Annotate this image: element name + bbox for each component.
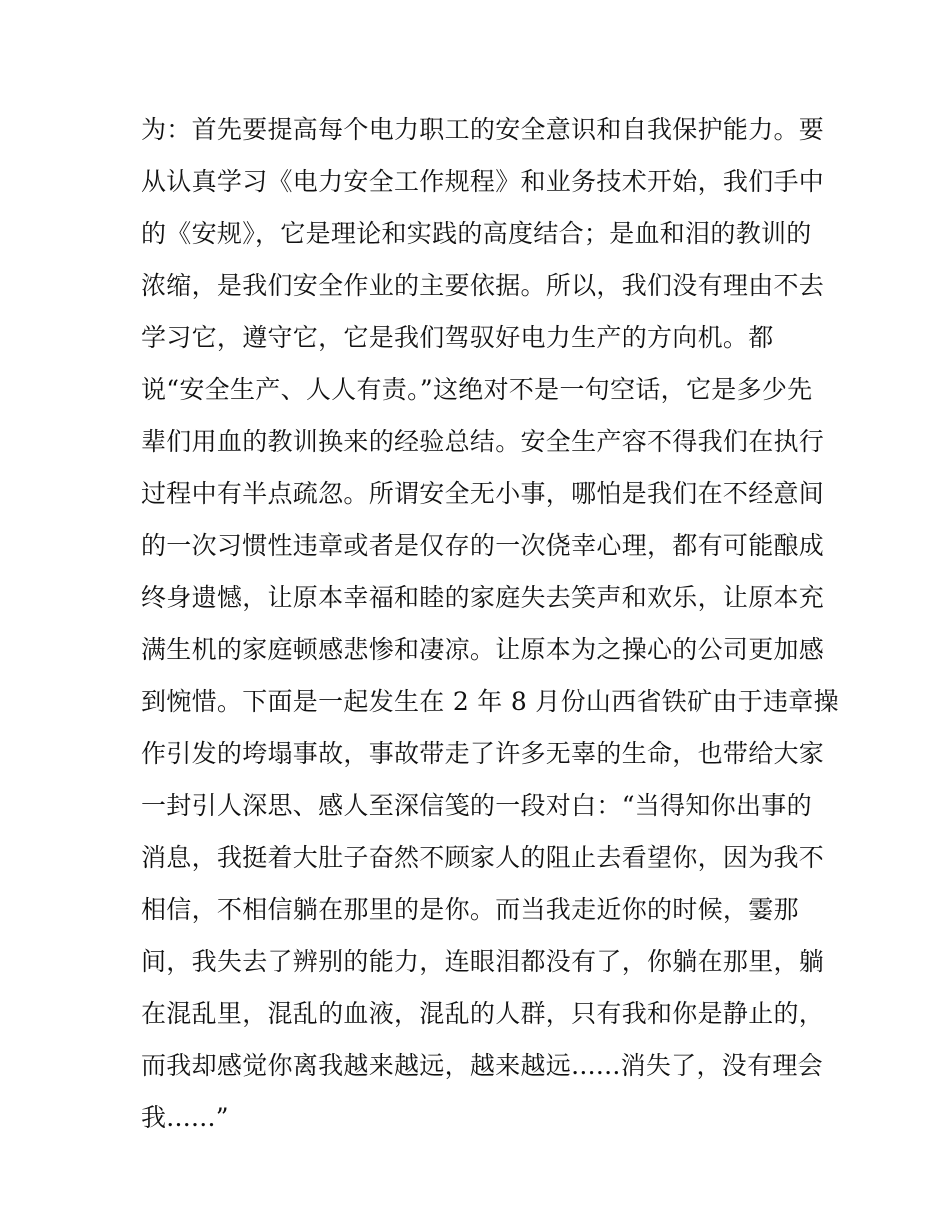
text-line-16: 相信，不相信躺在那里的是你。而当我走近你的时候，霎那 bbox=[141, 895, 799, 924]
text-line-8: 过程中有半点疏忽。所谓安全无小事，哪怕是我们在不经意间 bbox=[141, 479, 825, 508]
text-line-6: 说“安全生产、人人有责。”这绝对不是一句空话，它是多少先 bbox=[141, 375, 813, 404]
text-line-11: 满生机的家庭顿感悲惨和凄凉。让原本为之操心的公司更加感 bbox=[141, 635, 825, 664]
text-line-17: 间，我失去了辨别的能力，连眼泪都没有了，你躺在那里，躺 bbox=[141, 947, 825, 976]
text-line-13: 作引发的垮塌事故，事故带走了许多无辜的生命，也带给大家 bbox=[141, 739, 825, 768]
text-line-4: 浓缩，是我们安全作业的主要依据。所以，我们没有理由不去 bbox=[141, 271, 825, 300]
text-line-14: 一封引人深思、感人至深信笺的一段对白：“当得知你出事的 bbox=[141, 791, 812, 820]
text-line-10: 终身遗憾，让原本幸福和睦的家庭失去笑声和欢乐，让原本充 bbox=[141, 583, 825, 612]
text-line-20: 我......” bbox=[141, 1103, 229, 1132]
text-line-18: 在混乱里，混乱的血液，混乱的人群，只有我和你是静止的， bbox=[141, 999, 825, 1028]
body-paragraph bbox=[141, 104, 839, 1144]
text-line-2: 从认真学习《电力安全工作规程》和业务技术开始，我们手中 bbox=[141, 167, 825, 196]
text-line-7: 辈们用血的教训换来的经验总结。安全生产容不得我们在执行 bbox=[141, 427, 825, 456]
text-line-1: 为：首先要提高每个电力职工的安全意识和自我保护能力。要 bbox=[141, 115, 825, 144]
text-line-15: 消息，我挺着大肚子奋然不顾家人的阻止去看望你，因为我不 bbox=[141, 843, 825, 872]
text-line-12: 到惋惜。下面是一起发生在 2 年 8 月份山西省铁矿由于违章操 bbox=[141, 687, 839, 716]
text-line-3: 的《安规》，它是理论和实践的高度结合；是血和泪的教训的 bbox=[141, 219, 812, 248]
text-line-5: 学习它，遵守它，它是我们驾驭好电力生产的方向机。都 bbox=[141, 323, 774, 352]
text-line-19: 而我却感觉你离我越来越远，越来越远......消失了，没有理会 bbox=[141, 1051, 823, 1080]
text-line-9: 的一次习惯性违章或者是仅存的一次侥幸心理，都有可能酿成 bbox=[141, 531, 825, 560]
